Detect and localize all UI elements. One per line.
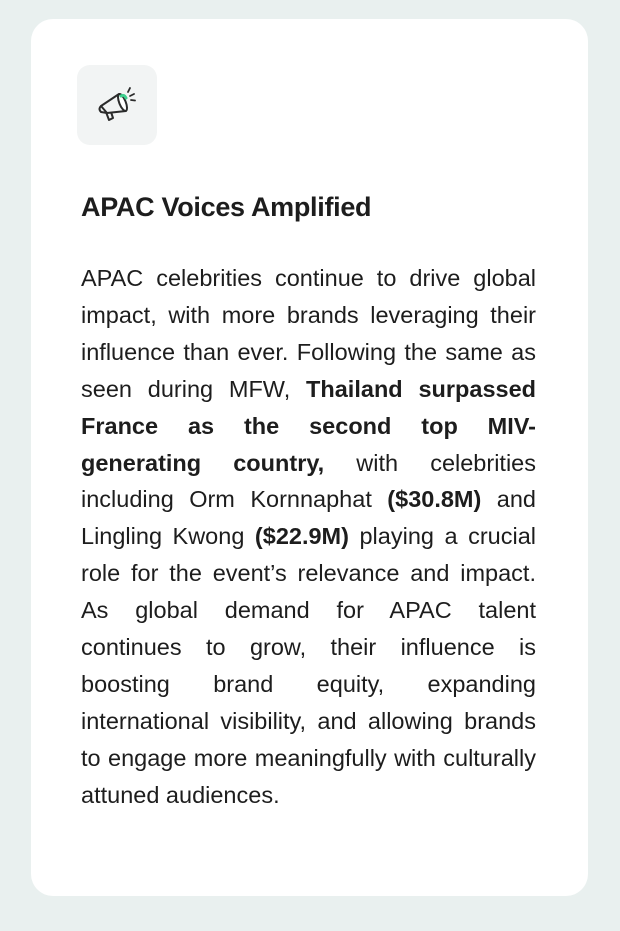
paragraph-text: playing a crucial role for the event’s relevance and impact. As global demand for APAC talent continues to grow, their influence is boosting brand equity, expanding international visibility, and allowing brands to engage more meaningfully with culturally attuned audiences. [81, 523, 536, 808]
insight-card [31, 19, 588, 896]
paragraph-text: APAC celebrities continue to drive global impact, with more brands leveraging their influence than ever. Following the same as seen during MFW, [81, 265, 536, 402]
card-title: APAC Voices Amplified [81, 192, 372, 222]
icon-tile [77, 65, 157, 145]
highlight-orm-value: ($30.8M) [387, 486, 482, 513]
paragraph-text: with celebrities including Orm Kornnaphat [81, 449, 536, 513]
highlight-lingling-value: ($22.9M) [254, 523, 349, 550]
paragraph-text: and Lingling Kwong [81, 486, 536, 550]
card-paragraph [81, 260, 536, 814]
highlight-country-stat: Thailand surpassed France as the second top MIV-generating country, [81, 375, 537, 476]
megaphone-icon [91, 79, 143, 131]
